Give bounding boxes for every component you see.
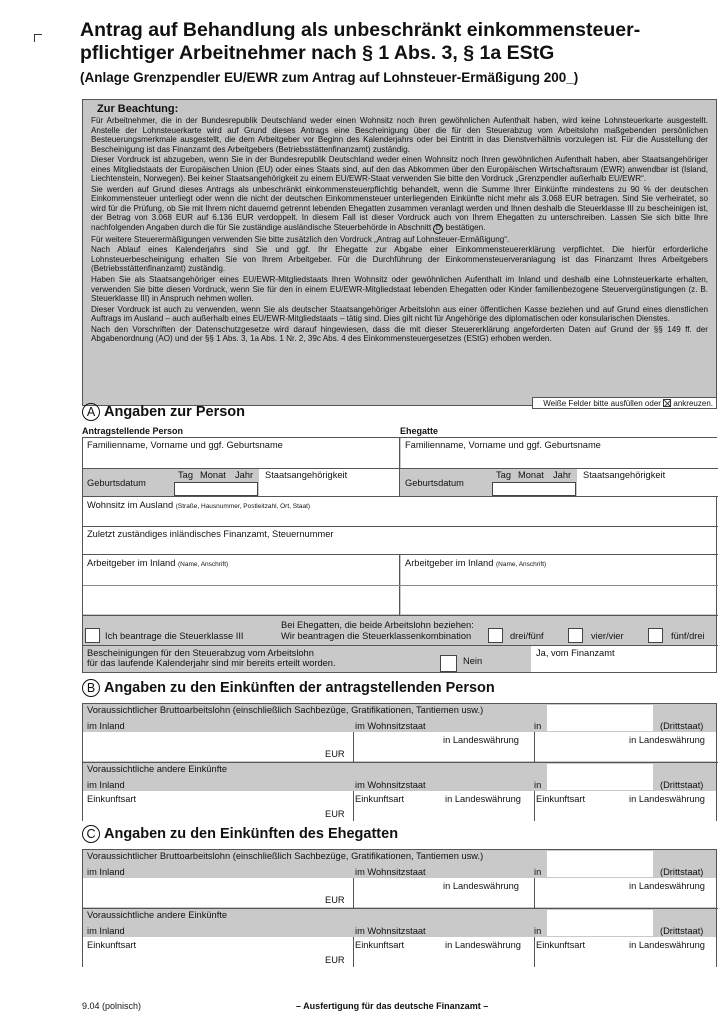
combo-three-five-label: drei/fünf <box>510 631 544 641</box>
b-other-res-type-label: Einkunftsart <box>355 794 405 804</box>
copy-note: – Ausfertigung für das deutsche Finanzamt – <box>296 1001 489 1011</box>
b-gross-eur-label: EUR <box>325 749 345 759</box>
c-gross-in-label: in <box>534 867 542 877</box>
spouse-dob-input[interactable] <box>492 482 576 496</box>
tax-office-label: Zuletzt zuständiges inländisches Finanzamt, Steuernummer <box>87 529 334 539</box>
notice-paragraph: Für Arbeitnehmer, die in der Bundesrepublik Deutschland weder einen Wohnsitz noch ihren gewöhnlichen Aufenthalt haben, wird keine Lohnsteuerkarte ausgestellt. Anstelle der Lohnsteuerkarte wird auf Grund dieses Antrags eine Bescheinigung über die für den Steuerabzug vom Arbeitslohn maßgebenden persönlichen Besteuerungsmerkmale ausgestellt, die dem Arbeitgeber vor Beginn des Kalenderjahrs oder bei Eintritt in das Dienstverhältnis vorzulegen ist. Für die Ausstellung der Bescheinigung ist das Finanzamt des Arbeitgebers (Betriebsstättenfinanzamt) zuständig. <box>91 116 708 154</box>
residence-label-text: Wohnsitz im Ausland <box>87 500 174 510</box>
applicant-nationality-label: Staatsangehörigkeit <box>265 470 348 480</box>
c-other-res-type-label: Einkunftsart <box>355 940 405 950</box>
combo-four-four-label: vier/vier <box>591 631 624 641</box>
spouse-nationality-label: Staatsangehörigkeit <box>583 470 666 480</box>
c-gross-label: Voraussichtlicher Bruttoarbeitslohn (einschließlich Sachbezüge, Gratifikationen, Tantiemen usw.) <box>87 851 484 861</box>
c-gross-domestic-eur-field[interactable] <box>83 878 353 907</box>
b-gross-third-label: (Drittstaat) <box>660 721 704 731</box>
section-c-letter: C <box>82 825 100 843</box>
b-other-local-label: in Landeswährung <box>445 794 521 804</box>
applicant-column-label: Antragstellende Person <box>82 426 184 436</box>
b-other-third-type-label: Einkunftsart <box>536 794 586 804</box>
applicant-name-label: Familienname, Vorname und ggf. Geburtsname <box>87 440 283 450</box>
applicant-year-label: Jahr <box>235 470 254 480</box>
c-other-residence-label: im Wohnsitzstaat <box>355 926 426 936</box>
b-other-eur-label: EUR <box>325 809 345 819</box>
notice-box <box>82 99 717 406</box>
spouse-dob-label: Geburtsdatum <box>405 478 464 488</box>
c-other-eur-label: EUR <box>325 955 345 965</box>
spouse-day-label: Tag <box>496 470 511 480</box>
section-b-form <box>82 703 717 821</box>
notice-paragraph <box>91 185 708 234</box>
combo-five-three-label: fünf/drei <box>671 631 705 641</box>
b-gross-domestic-eur-field[interactable] <box>83 732 353 761</box>
notice-paragraph: Nach den Vorschriften der Datenschutzgesetze wird darauf hingewiesen, dass die mit dieser Steuererklärung angeforderten Daten auf Grund der §§ 149 ff. der Abgabenordnung (AO) und der §§ 1 Abs. 3, 1a Abs. 1 Nr. 2, 39c Abs. 4 des Einkommensteuergesetzes (EStG) erhoben werden. <box>91 324 708 344</box>
section-a-heading <box>82 403 245 421</box>
b-other-label: Voraussichtliche andere Einkünfte <box>87 764 228 774</box>
page-title: Antrag auf Behandlung als unbeschränkt einkommensteuer-pflichtiger Arbeitnehmer nach § 1 Abs. 3, § 1a EStG <box>80 19 641 64</box>
section-c-title: Angaben zu den Einkünften des Ehegatten <box>104 826 399 842</box>
combination-label: Wir beantragen die Steuerklassenkombination <box>281 631 472 641</box>
section-b-title: Angaben zu den Einkünften der antragstellenden Person <box>104 680 495 696</box>
spouse-name-label: Familienname, Vorname und ggf. Geburtsname <box>405 440 601 450</box>
section-a-form <box>82 437 717 673</box>
c-gross-residence-label: im Wohnsitzstaat <box>355 867 426 877</box>
applicant-month-label: Monat <box>200 470 226 480</box>
fill-hint-end: ankreuzen. <box>673 399 713 408</box>
notice-paragraph: Dieser Vordruck ist auch zu verwenden, wenn Sie als deutscher Staatsangehöriger Arbeitslohn aus einer öffentlichen Kasse beziehen und auf Grund eines dienstlichen Auftrags im Ausland – auch außerhalb eines EU/EWR-Mitgliedstaats – tätig sind. Dies gilt nicht für Angehörige des diplomatischen oder konsularischen Dienstes. <box>91 304 708 324</box>
class3-label: Ich beantrage die Steuerklasse III <box>105 631 244 641</box>
b-gross-domestic-label: im Inland <box>87 721 125 731</box>
applicant-employer-label <box>87 558 228 570</box>
notice-paragraph: Nach Ablauf eines Kalenderjahrs sind Sie und ggf. Ihr Ehegatte zur Abgabe einer Einkommensteuererklärung verpflichtet. Die hierfür erforderliche Lohnsteuerbescheinigung erhalten Sie von Ihrem Arbeitgeber. Für die Durchführung der Einkommensteuerveranlagung ist das Finanzamt Ihres Arbeitgebers (Betriebsstättenfinanzamt) zuständig. <box>91 245 708 274</box>
spouse-employer-hint: (Name, Anschrift) <box>495 561 547 568</box>
both-earn-label: Bei Ehegatten, die beide Arbeitslohn beziehen: <box>281 620 474 630</box>
b-gross-in-label: in <box>534 721 542 731</box>
c-other-local-label: in Landeswährung <box>445 940 521 950</box>
form-version: 9.04 (polnisch) <box>82 1001 142 1011</box>
section-a-letter: A <box>82 403 100 421</box>
c-other-third-local-label: in Landeswährung <box>629 940 705 950</box>
b-other-third-state-field[interactable] <box>547 764 653 790</box>
c-other-third-type-label: Einkunftsart <box>536 940 586 950</box>
applicant-employer-hint: (Name, Anschrift) <box>177 561 229 568</box>
spouse-year-label: Jahr <box>553 470 572 480</box>
class3-checkbox[interactable] <box>85 628 100 643</box>
notice-text: Sie werden auf Grund dieses Antrags als unbeschränkt einkommensteuerpflichtig behandelt, wenn die Summe Ihrer Einkünfte mindestens zu 90 % der deutschen Einkommensteuer unterliegt oder wenn die nicht der deutschen Einkommensteuer unterliegenden Einkünfte nicht mehr als 3.068 EUR betragen. Sind Sie verheiratet, so wird für die Prüfung, ob Sie mit Ihrem nicht dauernd getrennt lebenden Ehegatten zusammen veranlagt werden und Ihnen deshalb die Steuerklasse III zu bescheinigen ist, der Betrag von 3.068 EUR auf 6.136 EUR verdoppelt. In diesem Fall ist dieser Vordruck auch von Ihrem Ehegatten zu unterschreiben. Lassen Sie sich bitte Ihre nachfolgenden Angaben durch die für Sie zuständige ausländische Steuerbehörde in Abschnitt <box>91 184 708 233</box>
section-c-heading <box>82 825 398 843</box>
cert-label-2: für das laufende Kalenderjahr sind mir bereits erteilt worden. <box>87 658 336 668</box>
notice-paragraph: Haben Sie als Staatsangehöriger eines EU/EWR-Mitgliedstaats Ihren Wohnsitz oder gewöhnlichen Aufenthalt im Inland und deshalb eine Lohnsteuerkarte erhalten, verwenden Sie bitte diesen Vordruck, wenn Sie für den in einem EU/EWR-Mitgliedstaat lebenden Ehegatten oder Kinder familienbezogene Steuervergünstigungen (z. B. Steuerklasse III) in Anspruch nehmen wollen. <box>91 274 708 304</box>
applicant-day-label: Tag <box>178 470 193 480</box>
c-other-domestic-label: im Inland <box>87 926 125 936</box>
residence-label <box>87 500 310 512</box>
section-b-heading <box>82 679 495 697</box>
applicant-employer-text: Arbeitgeber im Inland <box>87 558 176 568</box>
section-d-ref: D <box>433 224 443 234</box>
b-gross-label: Voraussichtlicher Bruttoarbeitslohn (einschließlich Sachbezüge, Gratifikationen, Tantiemen usw.) <box>87 705 484 715</box>
b-gross-residence-label: im Wohnsitzstaat <box>355 721 426 731</box>
spouse-employer-text: Arbeitgeber im Inland <box>405 558 494 568</box>
c-other-third-state-field[interactable] <box>547 910 653 936</box>
combo-five-three-checkbox[interactable] <box>648 628 663 643</box>
b-gross-third-state-field[interactable] <box>547 705 653 731</box>
b-gross-local-label: in Landeswährung <box>443 735 519 745</box>
cert-no-label: Nein <box>463 656 483 666</box>
notice-text: bestätigen. <box>445 223 486 233</box>
page-subtitle: (Anlage Grenzpendler EU/EWR zum Antrag auf Lohnsteuer-Ermäßigung 200_) <box>80 70 579 85</box>
section-a-title: Angaben zur Person <box>104 404 245 420</box>
b-other-domestic-label: im Inland <box>87 780 125 790</box>
c-gross-third-state-field[interactable] <box>547 851 653 877</box>
c-gross-third-label: (Drittstaat) <box>660 867 704 877</box>
c-other-type-label: Einkunftsart <box>87 940 137 950</box>
fill-hint-text: Weiße Felder bitte ausfüllen oder <box>543 399 661 408</box>
cert-no-checkbox[interactable] <box>440 655 457 672</box>
b-other-third-local-label: in Landeswährung <box>629 794 705 804</box>
c-gross-domestic-label: im Inland <box>87 867 125 877</box>
notice-paragraph: Für weitere Steuerermäßigungen verwenden Sie bitte zusätzlich den Vordruck „Antrag auf Lohnsteuer-Ermäßigung“. <box>91 234 510 244</box>
notice-paragraph: Dieser Vordruck ist abzugeben, wenn Sie in der Bundesrepublik Deutschland weder einen Wohnsitz noch Ihren gewöhnlichen Aufenthalt haben, aber Staatsangehöriger eines Mitgliedstaats der Europäischen Union (EU) oder eines Staats sind, auf den das Abkommen über den Europäischen Wirtschaftsraum (EWR) anwendbar ist (Island, Liechtenstein, Norwegen). Bei keiner Staatsangehörigkeit zu einem EU/EWR-Staat verwenden Sie bitte den Vordruck „Grenzpendler außerhalb EU/EWR“. <box>91 155 708 184</box>
combo-three-five-checkbox[interactable] <box>488 628 503 643</box>
spouse-column-label: Ehegatte <box>400 426 439 436</box>
cross-checkbox-icon <box>663 399 671 407</box>
b-gross-third-local-label: in Landeswährung <box>629 735 705 745</box>
cert-yes-label: Ja, vom Finanzamt <box>536 648 615 658</box>
notice-heading: Zur Beachtung: <box>97 103 179 115</box>
residence-hint: (Straße, Hausnummer, Postleitzahl, Ort, Staat) <box>175 503 311 510</box>
c-gross-local-label: in Landeswährung <box>443 881 519 891</box>
c-gross-eur-label: EUR <box>325 895 345 905</box>
c-other-third-label: (Drittstaat) <box>660 926 704 936</box>
cert-label-1: Bescheinigungen für den Steuerabzug vom Arbeitslohn <box>87 648 314 658</box>
b-other-third-label: (Drittstaat) <box>660 780 704 790</box>
section-b-letter: B <box>82 679 100 697</box>
applicant-dob-label: Geburtsdatum <box>87 478 146 488</box>
section-c-form <box>82 849 717 967</box>
c-other-label: Voraussichtliche andere Einkünfte <box>87 910 228 920</box>
b-other-residence-label: im Wohnsitzstaat <box>355 780 426 790</box>
spouse-month-label: Monat <box>518 470 544 480</box>
fill-hint <box>532 397 717 409</box>
c-gross-third-local-label: in Landeswährung <box>629 881 705 891</box>
b-other-in-label: in <box>534 780 542 790</box>
corner-mark <box>34 34 42 42</box>
applicant-dob-input[interactable] <box>174 482 258 496</box>
combo-four-four-checkbox[interactable] <box>568 628 583 643</box>
c-other-in-label: in <box>534 926 542 936</box>
b-other-type-label: Einkunftsart <box>87 794 137 804</box>
spouse-employer-label <box>405 558 546 570</box>
